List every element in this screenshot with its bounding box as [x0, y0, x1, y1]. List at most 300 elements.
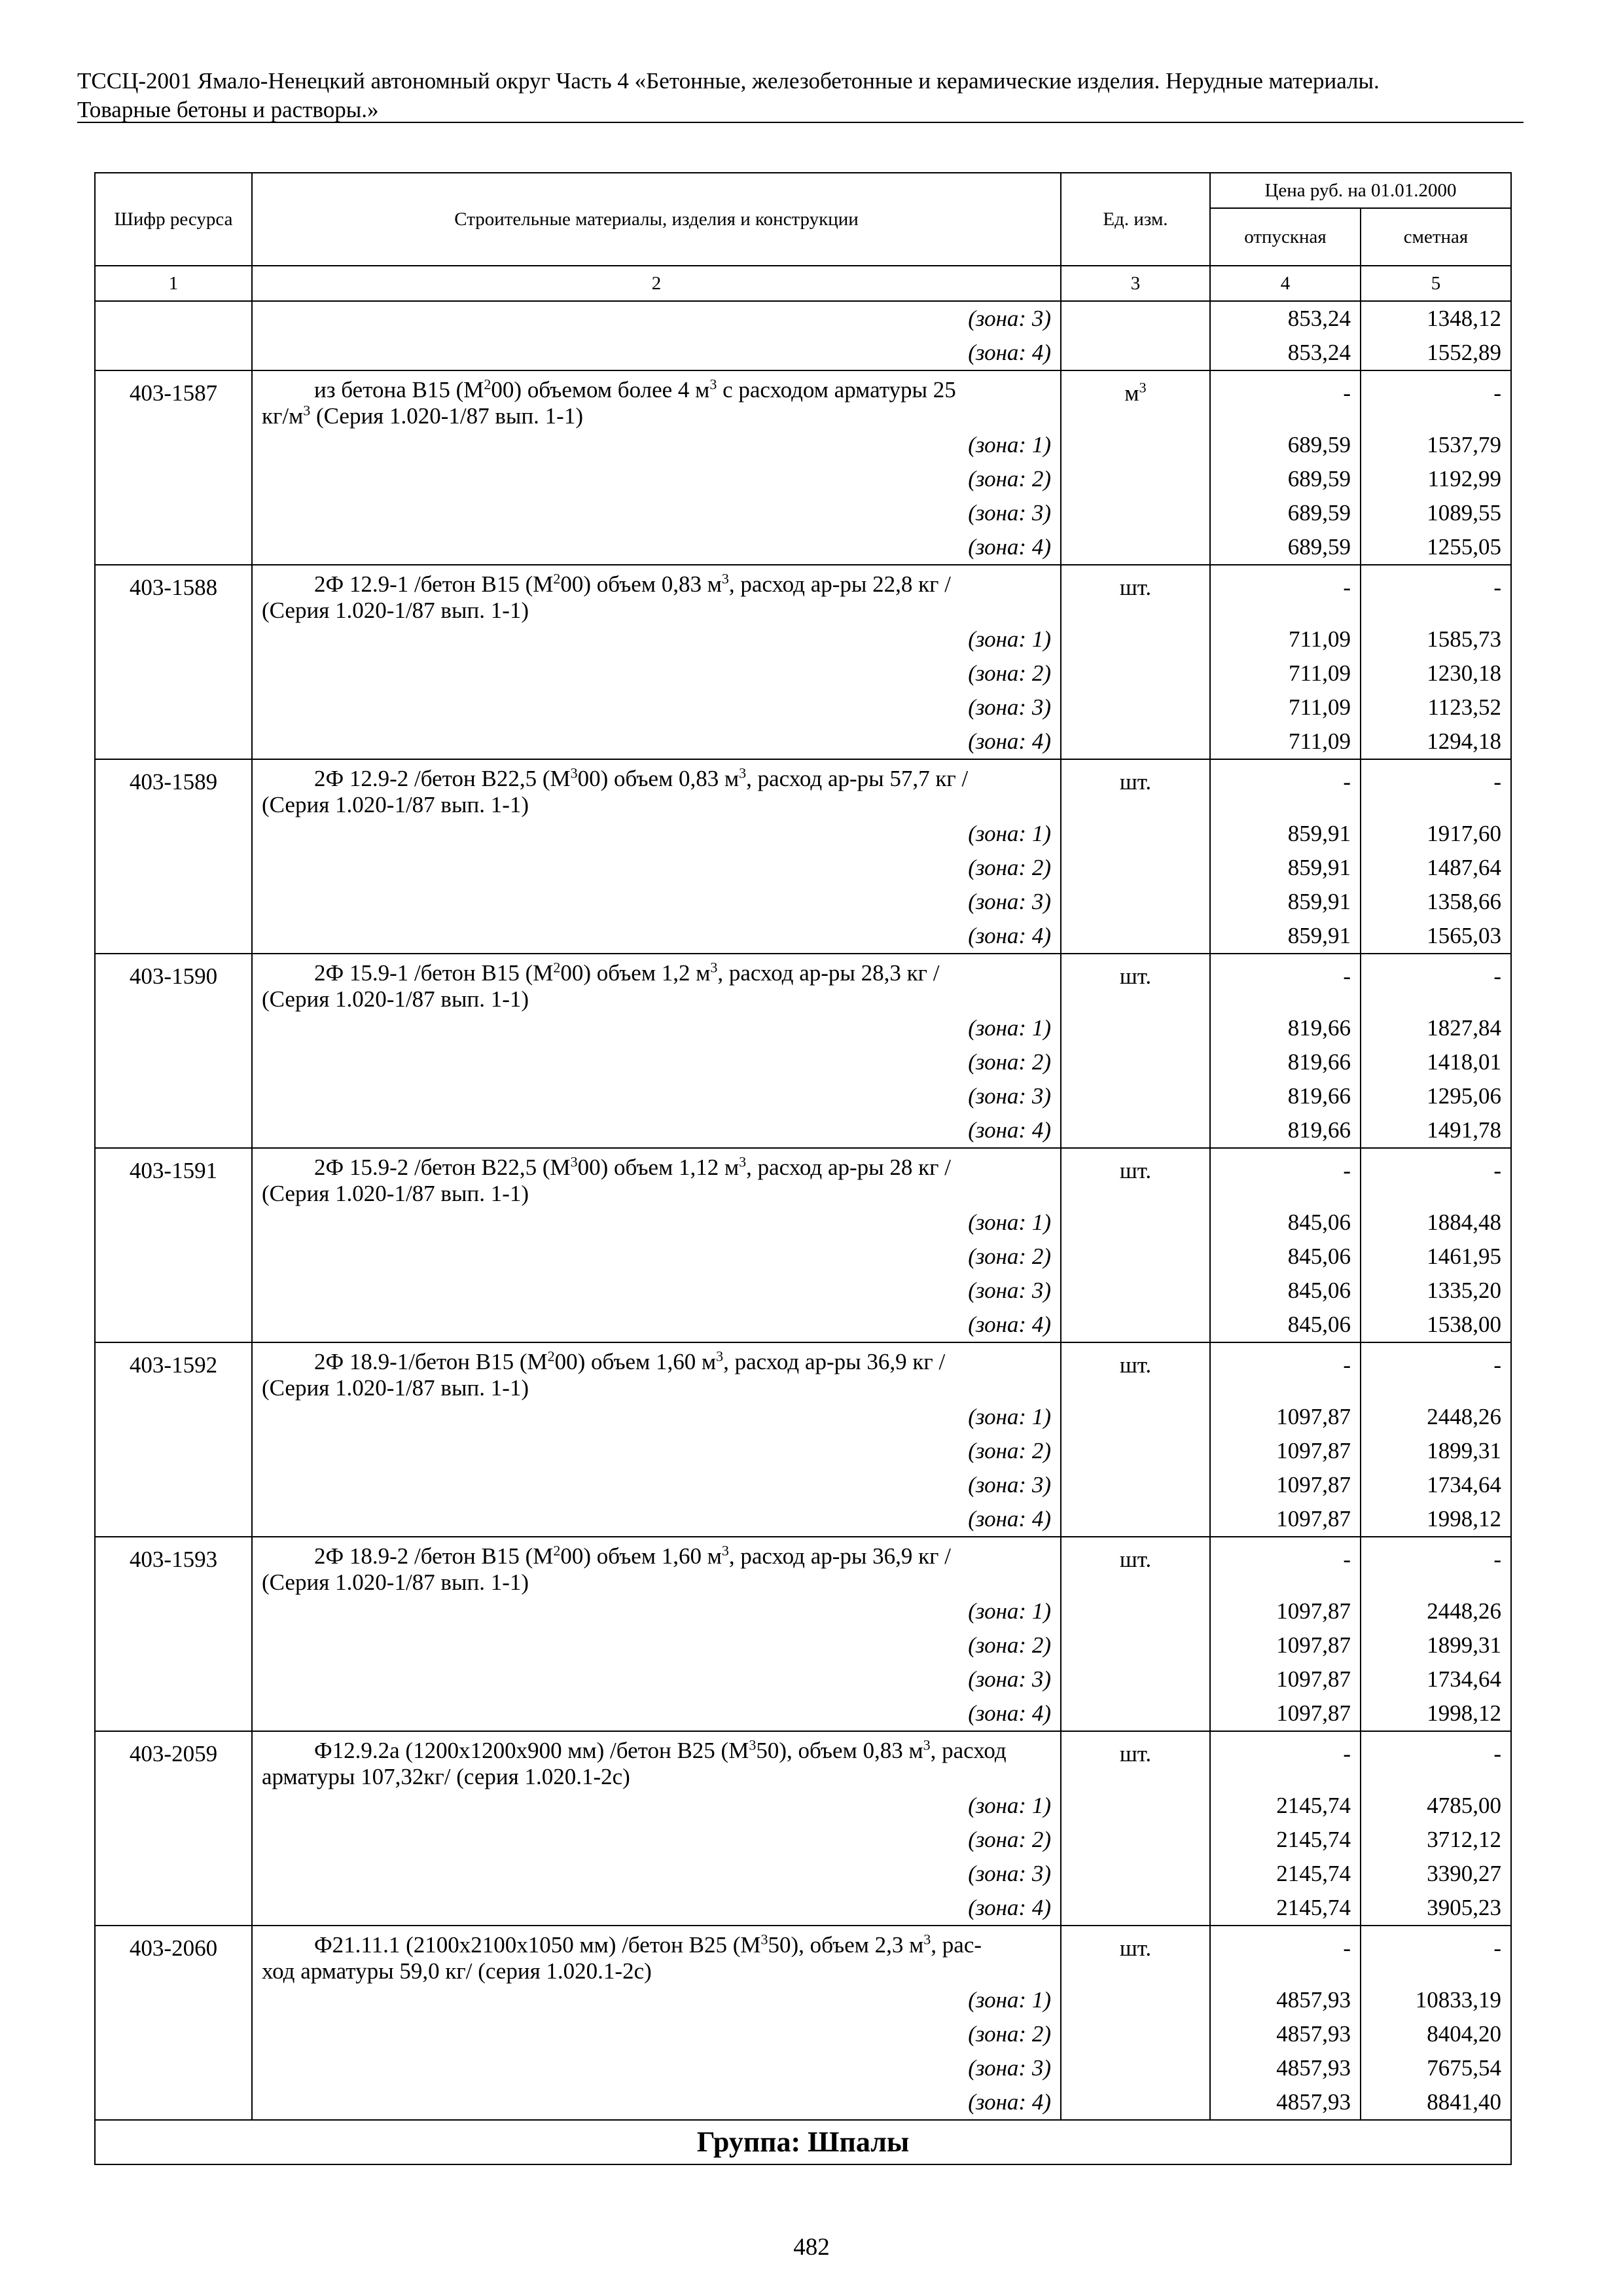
estimate-price: 1295,06	[1427, 1083, 1501, 1109]
unit-text: шт.	[1119, 1741, 1152, 1767]
description-text: ход арматуры 59,0 кг/ (серия 1.020.1-2с)	[262, 1958, 652, 1984]
description-cell	[252, 1342, 1061, 1537]
description-text: 00) объем 0,83 м	[560, 571, 722, 597]
estimate-price: 1899,31	[1427, 1438, 1501, 1463]
description-text: кг/м	[262, 403, 304, 429]
release-price: 4857,93	[1276, 2055, 1351, 2081]
superscript: 3	[739, 764, 747, 781]
unit-cell	[1061, 1926, 1210, 2120]
unit-of-measure	[1071, 1537, 1200, 1594]
estimate-price: 3905,23	[1427, 1895, 1501, 1920]
resource-code: 403-1590	[129, 963, 218, 989]
header-line-1: ТССЦ-2001 Ямало-Ненецкий автономный округ Часть 4 «Бетонные, железобетонные и керамические изделия. Нерудные материалы.	[77, 68, 1380, 94]
resource-code: 403-2059	[129, 1741, 218, 1767]
description-text: (Серия 1.020-1/87 вып. 1-1)	[262, 792, 529, 817]
description-line-1	[262, 960, 1051, 986]
estimate-price: 1348,12	[1427, 306, 1501, 331]
zone-label: (зона: 3)	[968, 306, 1051, 331]
zone-label: (зона: 4)	[968, 1895, 1051, 1920]
unit-of-measure	[1071, 565, 1200, 622]
release-price: 4857,93	[1276, 1987, 1351, 2013]
unit-cell	[1061, 1731, 1210, 1926]
header-price: Цена руб. на 01.01.2000	[1210, 173, 1511, 208]
zone-label: (зона: 2)	[968, 1827, 1051, 1852]
description-text: (Серия 1.020-1/87 вып. 1-1)	[262, 1375, 529, 1401]
unit-cell	[1061, 301, 1210, 370]
estimate-price: 1899,31	[1427, 1632, 1501, 1658]
estimate-price: 3390,27	[1427, 1861, 1501, 1886]
release-price: 711,09	[1289, 728, 1351, 754]
estimate-price: -	[1493, 575, 1501, 600]
description-text: 2Ф 18.9-2 /бетон В15 (М	[314, 1543, 554, 1569]
zone-label: (зона: 2)	[968, 1438, 1051, 1463]
description-line-2	[262, 598, 1051, 624]
estimate-price: 1827,84	[1427, 1015, 1501, 1041]
resource-description	[262, 1926, 1051, 1983]
zone-label: (зона: 3)	[968, 889, 1051, 914]
resource-code: 403-1587	[129, 380, 218, 406]
resource-code-cell	[95, 1731, 252, 1926]
unit-of-measure	[1071, 371, 1200, 428]
description-cell	[252, 370, 1061, 565]
release-price: 819,66	[1287, 1083, 1351, 1109]
resource-code: 403-1593	[129, 1547, 218, 1572]
superscript: 3	[739, 1153, 747, 1170]
description-line-1	[262, 377, 1051, 403]
estimate-price: 1123,52	[1427, 694, 1501, 720]
release-price: -	[1343, 1935, 1351, 1961]
superscript: 3	[749, 1736, 757, 1753]
release-price: 1097,87	[1276, 1472, 1351, 1498]
description-text: 2Ф 18.9-1/бетон В15 (М	[314, 1349, 548, 1374]
release-price: 819,66	[1287, 1117, 1351, 1143]
estimate-price: 1358,66	[1427, 889, 1501, 914]
unit-cell	[1061, 370, 1210, 565]
estimate-price: 1335,20	[1427, 1278, 1501, 1303]
superscript: 3	[570, 764, 578, 781]
column-number: 4	[1210, 266, 1361, 301]
resource-description	[262, 954, 1051, 1011]
estimate-price-cell	[1361, 1731, 1511, 1926]
estimate-price: 1255,05	[1427, 534, 1501, 560]
description-text: (Серия 1.020-1/87 вып. 1-1)	[310, 403, 583, 429]
description-cell	[252, 759, 1061, 954]
unit-text: шт.	[1119, 963, 1152, 989]
resource-row	[95, 370, 1511, 565]
group-title: Группа: Шпалы	[95, 2120, 1511, 2164]
group-row	[95, 2120, 1511, 2164]
description-text: , расход	[930, 1738, 1007, 1763]
description-text: (Серия 1.020-1/87 вып. 1-1)	[262, 986, 529, 1012]
resource-code-cell	[95, 1926, 252, 2120]
resource-code-cell	[95, 301, 252, 370]
unit-cell	[1061, 1148, 1210, 1342]
continuation-row	[95, 301, 1511, 370]
estimate-price: -	[1493, 1352, 1501, 1378]
estimate-price: 3712,12	[1427, 1827, 1501, 1852]
release-price: 711,09	[1289, 694, 1351, 720]
column-number: 5	[1361, 266, 1511, 301]
estimate-price-cell	[1361, 565, 1511, 759]
description-text: , рас-	[931, 1932, 982, 1958]
description-cell	[252, 1148, 1061, 1342]
estimate-price: 2448,26	[1427, 1598, 1501, 1624]
superscript: 3	[303, 402, 311, 419]
estimate-price: -	[1493, 1547, 1501, 1572]
estimate-price: 1884,48	[1427, 1210, 1501, 1235]
unit-text: шт.	[1119, 1935, 1152, 1961]
description-text: Ф21.11.1 (2100х2100х1050 мм) /бетон В25 (М	[314, 1932, 761, 1958]
description-text: (Серия 1.020-1/87 вып. 1-1)	[262, 598, 529, 623]
zone-label: (зона: 1)	[968, 432, 1051, 457]
estimate-price-cell	[1361, 954, 1511, 1148]
description-line-2	[262, 1764, 1051, 1790]
description-line-2	[262, 1181, 1051, 1207]
release-price: 1097,87	[1276, 1632, 1351, 1658]
release-price: 853,24	[1287, 306, 1351, 331]
resource-code: 403-1592	[129, 1352, 218, 1378]
description-text: 2Ф 15.9-1 /бетон В15 (М	[314, 960, 554, 986]
description-text: 00) объемом более 4 м	[491, 377, 710, 403]
zone-label: (зона: 4)	[968, 923, 1051, 948]
estimate-price: 1461,95	[1427, 1244, 1501, 1269]
description-text: 00) объем 0,83 м	[577, 766, 740, 791]
unit-of-measure	[1071, 1343, 1200, 1400]
release-price: 1097,87	[1276, 1506, 1351, 1532]
description-text: 2Ф 15.9-2 /бетон В22,5 (М	[314, 1155, 571, 1180]
estimate-price: -	[1493, 1741, 1501, 1767]
release-price: 2145,74	[1276, 1895, 1351, 1920]
estimate-price: 1537,79	[1427, 432, 1501, 457]
estimate-price-cell	[1361, 301, 1511, 370]
release-price: 2145,74	[1276, 1827, 1351, 1852]
unit-of-measure	[1071, 760, 1200, 817]
estimate-price: 1491,78	[1427, 1117, 1501, 1143]
unit-cell	[1061, 1537, 1210, 1731]
description-text: , расход ар-ры 28,3 кг /	[717, 960, 940, 986]
release-price: 689,59	[1287, 466, 1351, 492]
description-text: 2Ф 12.9-1 /бетон В15 (М	[314, 571, 554, 597]
superscript: 2	[484, 376, 491, 393]
release-price: 4857,93	[1276, 2089, 1351, 2115]
release-price: 2145,74	[1276, 1793, 1351, 1818]
estimate-price-cell	[1361, 1537, 1511, 1731]
release-price: 819,66	[1287, 1049, 1351, 1075]
resource-description	[262, 565, 1051, 622]
description-line-2	[262, 986, 1051, 1013]
resource-code-cell	[95, 954, 252, 1148]
zone-label: (зона: 4)	[968, 340, 1051, 365]
description-text: , расход ар-ры 36,9 кг /	[723, 1349, 946, 1374]
release-price: 845,06	[1287, 1312, 1351, 1337]
column-number: 2	[252, 266, 1061, 301]
superscript: 3	[721, 1542, 729, 1559]
resource-description	[262, 1732, 1051, 1789]
zone-label: (зона: 4)	[968, 1312, 1051, 1337]
description-cell	[252, 565, 1061, 759]
zone-label: (зона: 4)	[968, 2089, 1051, 2115]
resource-code-cell	[95, 1342, 252, 1537]
unit-of-measure	[1071, 954, 1200, 1011]
zone-label: (зона: 3)	[968, 694, 1051, 720]
description-line-1	[262, 766, 1051, 792]
description-text: 2Ф 12.9-2 /бетон В22,5 (М	[314, 766, 571, 791]
resource-row	[95, 1537, 1511, 1731]
release-price: 711,09	[1289, 626, 1351, 652]
zone-label: (зона: 2)	[968, 466, 1051, 492]
estimate-price: 1294,18	[1427, 728, 1501, 754]
release-price-cell	[1210, 1342, 1361, 1537]
description-text: 00) объем 1,60 м	[560, 1543, 722, 1569]
estimate-price-cell	[1361, 1148, 1511, 1342]
release-price-cell	[1210, 1537, 1361, 1731]
unit-text: шт.	[1119, 1158, 1152, 1183]
zone-label: (зона: 2)	[968, 855, 1051, 880]
estimate-price: 1917,60	[1427, 821, 1501, 846]
superscript: 2	[547, 1348, 555, 1365]
resource-row	[95, 759, 1511, 954]
description-text: с расходом арматуры 25	[717, 377, 956, 403]
description-text: из бетона В15 (М	[314, 377, 484, 403]
release-price-cell	[1210, 954, 1361, 1148]
release-price: 1097,87	[1276, 1700, 1351, 1726]
zone-label: (зона: 1)	[968, 1598, 1051, 1624]
description-line-2	[262, 403, 1051, 429]
release-price-cell	[1210, 301, 1361, 370]
resource-row	[95, 1148, 1511, 1342]
resource-code: 403-1588	[129, 575, 218, 600]
estimate-price-cell	[1361, 370, 1511, 565]
price-table	[94, 172, 1512, 2165]
description-text: , расход ар-ры 22,8 кг /	[728, 571, 952, 597]
resource-code: 403-1589	[129, 769, 218, 795]
estimate-price: 7675,54	[1427, 2055, 1501, 2081]
description-cell	[252, 1731, 1061, 1926]
release-price: -	[1343, 769, 1351, 795]
release-price: -	[1343, 1547, 1351, 1572]
estimate-price: 1585,73	[1427, 626, 1501, 652]
description-text: (Серия 1.020-1/87 вып. 1-1)	[262, 1181, 529, 1206]
resource-code-cell	[95, 565, 252, 759]
zone-label: (зона: 4)	[968, 1117, 1051, 1143]
header-name: Строительные материалы, изделия и конструкции	[252, 173, 1061, 266]
description-line-1	[262, 1932, 1051, 1958]
resource-row	[95, 1342, 1511, 1537]
description-text: 00) объем 1,2 м	[560, 960, 711, 986]
estimate-price: 1192,99	[1427, 466, 1501, 492]
superscript: 3	[923, 1736, 931, 1753]
zone-label: (зона: 3)	[968, 1083, 1051, 1109]
zone-label: (зона: 1)	[968, 1404, 1051, 1429]
resource-description	[262, 1149, 1051, 1206]
release-price: 845,06	[1287, 1278, 1351, 1303]
zone-label: (зона: 2)	[968, 1244, 1051, 1269]
description-line-2	[262, 792, 1051, 818]
header-line-2: Товарные бетоны и растворы.»	[77, 97, 379, 122]
estimate-price: 8404,20	[1427, 2021, 1501, 2047]
header-estimate: сметная	[1361, 208, 1511, 266]
header-release: отпускная	[1210, 208, 1361, 266]
estimate-price: -	[1493, 769, 1501, 795]
estimate-price: -	[1493, 1935, 1501, 1961]
header-rule	[77, 122, 1524, 123]
resource-row	[95, 1926, 1511, 2120]
unit-of-measure	[1071, 1149, 1200, 1206]
zone-label: (зона: 4)	[968, 534, 1051, 560]
unit-cell	[1061, 954, 1210, 1148]
release-price: 853,24	[1287, 340, 1351, 365]
superscript: 2	[553, 959, 561, 976]
zone-label: (зона: 1)	[968, 821, 1051, 846]
zone-label: (зона: 1)	[968, 1015, 1051, 1041]
release-price-cell	[1210, 565, 1361, 759]
resource-description	[262, 760, 1051, 817]
zone-label: (зона: 3)	[968, 1472, 1051, 1498]
description-line-1	[262, 1738, 1051, 1764]
release-price: -	[1343, 1741, 1351, 1767]
zone-label: (зона: 3)	[968, 2055, 1051, 2081]
description-text: 00) объем 1,60 м	[554, 1349, 717, 1374]
release-price: -	[1343, 1158, 1351, 1183]
estimate-price: -	[1493, 1158, 1501, 1183]
resource-code-cell	[95, 1148, 252, 1342]
estimate-price: 1998,12	[1427, 1700, 1501, 1726]
estimate-price: 4785,00	[1427, 1793, 1501, 1818]
zone-label: (зона: 3)	[968, 1861, 1051, 1886]
superscript: 3	[709, 376, 717, 393]
description-cell	[252, 301, 1061, 370]
estimate-price-cell	[1361, 759, 1511, 954]
description-text: (Серия 1.020-1/87 вып. 1-1)	[262, 1570, 529, 1595]
zone-label: (зона: 1)	[968, 1793, 1051, 1818]
unit-text: шт.	[1119, 575, 1152, 600]
superscript: 3	[716, 1348, 724, 1365]
superscript: 3	[760, 1931, 768, 1948]
estimate-price: 8841,40	[1427, 2089, 1501, 2115]
superscript: 3	[721, 570, 729, 587]
description-cell	[252, 1537, 1061, 1731]
release-price: -	[1343, 963, 1351, 989]
resource-code-cell	[95, 370, 252, 565]
resource-code-cell	[95, 1537, 252, 1731]
superscript: 2	[553, 1542, 561, 1559]
unit-text: шт.	[1119, 769, 1152, 795]
zone-label: (зона: 3)	[968, 1278, 1051, 1303]
estimate-price: -	[1493, 380, 1501, 406]
release-price: 859,91	[1287, 855, 1351, 880]
unit-cell	[1061, 759, 1210, 954]
release-price: 711,09	[1289, 660, 1351, 686]
description-line-1	[262, 1155, 1051, 1181]
release-price: 1097,87	[1276, 1666, 1351, 1692]
zone-label: (зона: 4)	[968, 1700, 1051, 1726]
estimate-price: 1418,01	[1427, 1049, 1501, 1075]
release-price-cell	[1210, 1926, 1361, 2120]
description-text: 00) объем 1,12 м	[577, 1155, 740, 1180]
column-number: 3	[1061, 266, 1210, 301]
release-price-cell	[1210, 1731, 1361, 1926]
estimate-price-cell	[1361, 1926, 1511, 2120]
description-text: Ф12.9.2а (1200х1200х900 мм) /бетон В25 (М	[314, 1738, 749, 1763]
release-price-cell	[1210, 1148, 1361, 1342]
estimate-price: 1734,64	[1427, 1472, 1501, 1498]
release-price: 819,66	[1287, 1015, 1351, 1041]
estimate-price: 1552,89	[1427, 340, 1501, 365]
resource-row	[95, 565, 1511, 759]
resource-description	[262, 371, 1051, 428]
estimate-price: -	[1493, 963, 1501, 989]
description-text: , расход ар-ры 36,9 кг /	[728, 1543, 952, 1569]
release-price-cell	[1210, 370, 1361, 565]
unit-of-measure	[1071, 1926, 1200, 1983]
zone-label: (зона: 2)	[968, 660, 1051, 686]
description-text: , расход ар-ры 57,7 кг /	[746, 766, 969, 791]
resource-row	[95, 1731, 1511, 1926]
resource-description	[262, 1343, 1051, 1400]
description-text: 50), объем 2,3 м	[768, 1932, 924, 1958]
unit-cell	[1061, 565, 1210, 759]
header-code: Шифр ресурса	[95, 173, 252, 266]
release-price: -	[1343, 575, 1351, 600]
release-price: 845,06	[1287, 1210, 1351, 1235]
superscript: 3	[710, 959, 718, 976]
description-line-1	[262, 1349, 1051, 1375]
release-price: 859,91	[1287, 923, 1351, 948]
estimate-price: 1487,64	[1427, 855, 1501, 880]
unit-of-measure	[1071, 1732, 1200, 1789]
resource-code-cell	[95, 759, 252, 954]
estimate-price: 2448,26	[1427, 1404, 1501, 1429]
superscript: 2	[553, 570, 561, 587]
description-line-1	[262, 1543, 1051, 1570]
header-unit: Ед. изм.	[1061, 173, 1210, 266]
unit-text: шт.	[1119, 1547, 1152, 1572]
zone-label: (зона: 4)	[968, 728, 1051, 754]
resource-code: 403-1591	[129, 1158, 218, 1183]
resource-row	[95, 954, 1511, 1148]
superscript: 3	[570, 1153, 578, 1170]
column-number-row	[95, 266, 1511, 301]
column-number: 1	[95, 266, 252, 301]
description-text: 50), объем 0,83 м	[756, 1738, 923, 1763]
release-price: -	[1343, 1352, 1351, 1378]
estimate-price: 1089,55	[1427, 500, 1501, 526]
resource-description	[262, 1537, 1051, 1594]
description-cell	[252, 954, 1061, 1148]
description-line-1	[262, 571, 1051, 598]
zone-label: (зона: 2)	[968, 1632, 1051, 1658]
description-line-2	[262, 1958, 1051, 1984]
zone-label: (зона: 2)	[968, 1049, 1051, 1075]
zone-label: (зона: 3)	[968, 1666, 1051, 1692]
estimate-price: 1230,18	[1427, 660, 1501, 686]
description-text: , расход ар-ры 28 кг /	[746, 1155, 952, 1180]
release-price: 859,91	[1287, 889, 1351, 914]
estimate-price-cell	[1361, 1342, 1511, 1537]
zone-label: (зона: 2)	[968, 2021, 1051, 2047]
zone-label: (зона: 3)	[968, 500, 1051, 526]
estimate-price: 1538,00	[1427, 1312, 1501, 1337]
release-price: 689,59	[1287, 500, 1351, 526]
release-price: -	[1343, 380, 1351, 406]
release-price-cell	[1210, 759, 1361, 954]
release-price: 845,06	[1287, 1244, 1351, 1269]
zone-label: (зона: 1)	[968, 626, 1051, 652]
document-header	[77, 67, 1524, 124]
page-number: 482	[793, 2234, 830, 2261]
resource-code: 403-2060	[129, 1935, 218, 1961]
estimate-price: 1734,64	[1427, 1666, 1501, 1692]
